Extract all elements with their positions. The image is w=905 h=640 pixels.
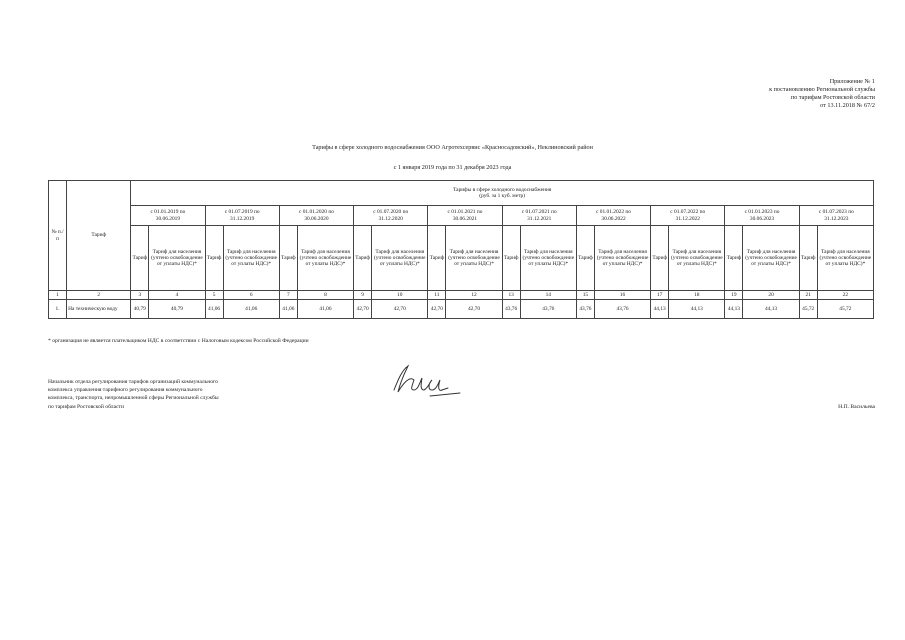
header-tariff: Тариф xyxy=(67,181,131,291)
tariff-value: 42,70 xyxy=(372,300,428,319)
period-header: с 01.01.2019 по 30.06.2019 xyxy=(131,206,205,226)
column-index: 11 xyxy=(428,291,446,300)
document-period: с 1 января 2019 года по 31 декабря 2023 года xyxy=(393,164,512,171)
period-header: с 01.01.2023 по 30.06.2023 xyxy=(725,206,799,226)
subheader-tariff: Тариф xyxy=(354,226,372,291)
period-header: с 01.07.2022 по 31.12.2022 xyxy=(651,206,725,226)
tariff-value: 44,13 xyxy=(743,300,799,319)
tariff-value: 43,76 xyxy=(576,300,594,319)
subheader-population: Тариф для населения (учтено освобождение от уплаты НДС)* xyxy=(149,226,205,291)
column-index: 8 xyxy=(297,291,353,300)
subheader-population: Тариф для населения (учтено освобождение от уплаты НДС)* xyxy=(372,226,428,291)
row-name: На техническую воду xyxy=(67,300,131,319)
annex-line: к постановлению Региональной службы xyxy=(769,86,875,93)
period-header: с 01.07.2021 по 31.12.2021 xyxy=(502,206,576,226)
subheader-population: Тариф для населения (учтено освобождение от уплаты НДС)* xyxy=(520,226,576,291)
tariff-value: 45,72 xyxy=(817,300,873,319)
tariff-value: 41,06 xyxy=(279,300,297,319)
document-title: Тарифы в сфере холодного водоснабжения ООО Агротехсервис «Красносадовский», Неклиновский район xyxy=(312,144,593,151)
column-index: 1 xyxy=(49,291,67,300)
subheader-population: Тариф для населения (учтено освобождение от уплаты НДС)* xyxy=(223,226,279,291)
table-row xyxy=(49,300,874,319)
subheader-tariff: Тариф xyxy=(651,226,669,291)
column-index-row xyxy=(49,291,874,300)
tariff-value: 44,13 xyxy=(651,300,669,319)
subheader-tariff: Тариф xyxy=(799,226,817,291)
annex-line: от 13.11.2018 № 67/2 xyxy=(820,102,875,109)
column-index: 3 xyxy=(131,291,149,300)
column-index: 17 xyxy=(651,291,669,300)
subheader-tariff: Тариф xyxy=(725,226,743,291)
period-header: с 01.01.2021 по 30.06.2021 xyxy=(428,206,502,226)
subheader-population: Тариф для населения (учтено освобождение от уплаты НДС)* xyxy=(743,226,799,291)
column-index: 4 xyxy=(149,291,205,300)
column-index: 15 xyxy=(576,291,594,300)
tariff-value: 41,06 xyxy=(205,300,223,319)
column-index: 6 xyxy=(223,291,279,300)
column-index: 18 xyxy=(669,291,725,300)
column-index: 20 xyxy=(743,291,799,300)
period-header: с 01.07.2019 по 31.12.2019 xyxy=(205,206,279,226)
signatory-position xyxy=(48,378,288,411)
subheader-population: Тариф для населения (учтено освобождение от уплаты НДС)* xyxy=(446,226,502,291)
subheader-tariff: Тариф xyxy=(576,226,594,291)
tariff-value: 43,76 xyxy=(520,300,576,319)
signatory-line: комплекса, транспорта, непромышленной сферы Региональной службы xyxy=(48,395,219,402)
column-index: 5 xyxy=(205,291,223,300)
column-index: 19 xyxy=(725,291,743,300)
handwritten-signature xyxy=(388,360,468,405)
column-index: 7 xyxy=(279,291,297,300)
tariff-value: 42,70 xyxy=(428,300,446,319)
annex-line: по тарифам Ростовской области xyxy=(790,94,875,101)
tariff-value: 41,06 xyxy=(223,300,279,319)
tariff-value: 40,79 xyxy=(149,300,205,319)
signatory-name: Н.П. Васильева xyxy=(838,404,875,410)
tariff-value: 43,76 xyxy=(594,300,650,319)
header-group-line: Тарифы в сфере холодного водоснабжения xyxy=(453,186,552,193)
subheader-population: Тариф для населения (учтено освобождение от уплаты НДС)* xyxy=(297,226,353,291)
annex-header xyxy=(615,78,875,110)
subheader-tariff: Тариф xyxy=(279,226,297,291)
signatory-line: Начальник отдела регулирования тарифов организаций коммунального xyxy=(48,379,218,385)
column-index: 13 xyxy=(502,291,520,300)
column-index: 9 xyxy=(354,291,372,300)
period-header: с 01.01.2020 по 30.06.2020 xyxy=(279,206,353,226)
column-index: 16 xyxy=(594,291,650,300)
tariff-value: 43,76 xyxy=(502,300,520,319)
subheader-tariff: Тариф xyxy=(428,226,446,291)
period-header: с 01.07.2020 по 31.12.2020 xyxy=(354,206,428,226)
column-index: 10 xyxy=(372,291,428,300)
annex-line: Приложение № 1 xyxy=(829,78,875,85)
subheader-tariff: Тариф xyxy=(502,226,520,291)
signatory-line: комплекса управления тарифного регулирования коммунального xyxy=(48,387,203,394)
subheader-tariff: Тариф xyxy=(131,226,149,291)
subheader-population: Тариф для населения (учтено освобождение от уплаты НДС)* xyxy=(817,226,873,291)
tariff-value: 42,70 xyxy=(446,300,502,319)
footnote: * организация не является плательщиком НДС в соответствии с Налоговым кодексом Российской Федерации xyxy=(48,338,309,344)
column-index: 21 xyxy=(799,291,817,300)
column-index: 2 xyxy=(67,291,131,300)
column-index: 22 xyxy=(817,291,873,300)
period-header: с 01.01.2022 по 30.06.2022 xyxy=(576,206,650,226)
header-group xyxy=(131,181,874,206)
signatory-line: по тарифам Ростовской области xyxy=(48,403,124,410)
tariff-value: 42,70 xyxy=(354,300,372,319)
subheader-population: Тариф для населения (учтено освобождение от уплаты НДС)* xyxy=(669,226,725,291)
column-index: 14 xyxy=(520,291,576,300)
header-num: № п./п xyxy=(49,181,67,291)
tariff-value: 40,79 xyxy=(131,300,149,319)
subheader-population: Тариф для населения (учтено освобождение от уплаты НДС)* xyxy=(594,226,650,291)
column-index: 12 xyxy=(446,291,502,300)
tariff-value: 45,72 xyxy=(799,300,817,319)
header-group-unit: (руб. за 1 куб. метр) xyxy=(479,193,525,199)
row-number: 1. xyxy=(49,300,67,319)
tariff-value: 44,13 xyxy=(669,300,725,319)
tariff-table xyxy=(48,180,874,319)
tariff-value: 44,13 xyxy=(725,300,743,319)
period-header: с 01.07.2023 по 31.12.2023 xyxy=(799,206,873,226)
subheader-tariff: Тариф xyxy=(205,226,223,291)
tariff-value: 41,06 xyxy=(297,300,353,319)
